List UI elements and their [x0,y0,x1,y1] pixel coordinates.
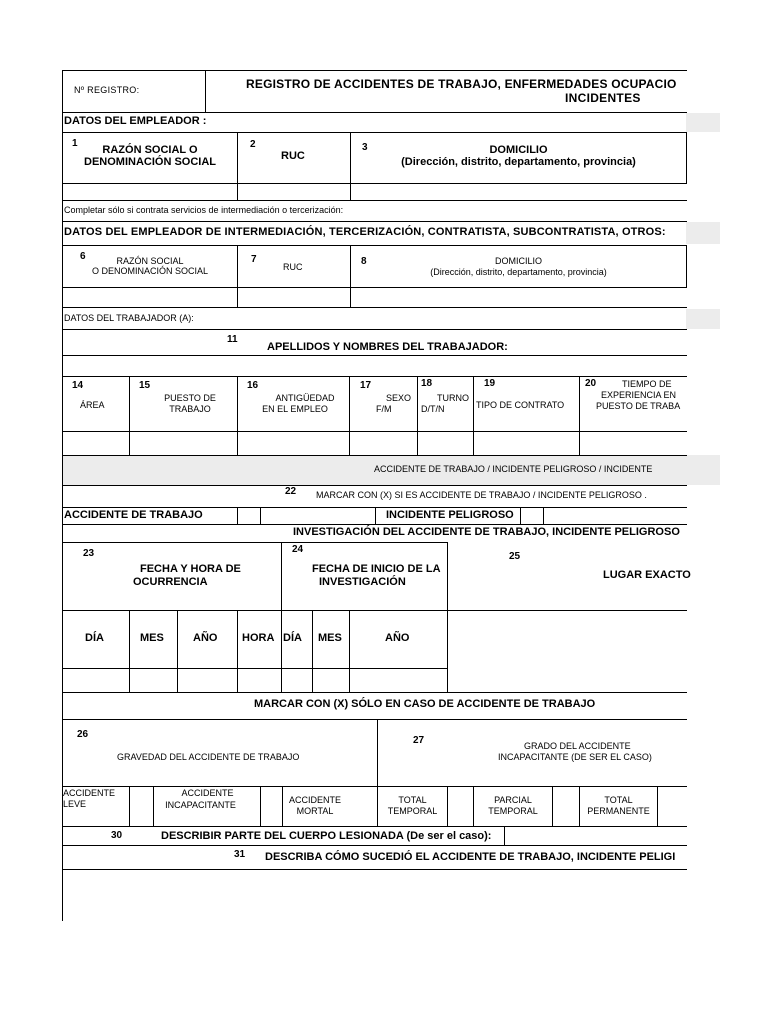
antiguedad-label-2: EN EL EMPLEO [262,404,328,414]
fecha-inicio-label-2: INVESTIGACIÓN [319,576,406,588]
turno-label-2: D/T/N [421,404,445,414]
dia-col-2: DÍA [283,632,302,644]
trabajador-data-row[interactable] [63,432,686,455]
field-number: 26 [77,729,89,740]
lugar-exacto-label: LUGAR EXACTO [603,569,691,581]
total-temporal-checkbox[interactable] [448,787,473,826]
field-number: 15 [139,380,151,391]
razon-social-label-2: O DENOMINACIÓN SOCIAL [91,266,208,276]
total-permanente-label-2: PERMANENTE [587,806,650,816]
accidente-incapacitante-label: ACCIDENTE [181,788,234,798]
grado-label: GRADO DEL ACCIDENTE [524,741,631,751]
incidente-peligroso-checkbox[interactable] [521,508,543,524]
accidente-mortal-label-2: MORTAL [296,806,334,816]
tipo-contrato-label: TIPO DE CONTRATO [476,400,565,410]
fecha-data-row[interactable] [63,669,447,692]
razon-social-label: RAZÓN SOCIAL O [102,144,198,156]
accidente-mortal-label: ACCIDENTE [288,795,341,805]
field-number: 6 [80,251,86,262]
section-band-empleador [686,113,720,132]
mes-col: MES [140,632,164,644]
lugar-exacto-input[interactable] [448,611,686,692]
experiencia-label-3: PUESTO DE TRABA [596,401,681,411]
fecha-inicio-label: FECHA DE INICIO DE LA [312,563,441,575]
field-number: 17 [360,380,372,391]
domicilio-sub: (Dirección, distrito, departamento, provincia) [401,156,636,168]
mes-col-2: MES [318,632,342,644]
accidente-banner: ACCIDENTE DE TRABAJO / INCIDENTE PELIGROSO / INCIDENTE [374,464,653,474]
domicilio-sub: (Dirección, distrito, departamento, provincia) [430,267,607,277]
ruc-label: RUC [281,150,305,162]
puesto-label: PUESTO DE [164,393,216,403]
field-number: 3 [362,142,368,153]
antiguedad-label: ANTIGÜEDAD [275,393,335,403]
anio-col: AÑO [193,632,218,644]
gravedad-label: GRAVEDAD DEL ACCIDENTE DE TRABAJO [117,752,300,762]
field-number: 16 [247,380,259,391]
field-number: 22 [285,486,297,497]
form-title-line1: REGISTRO DE ACCIDENTES DE TRABAJO, ENFERMEDADES OCUPACIO [246,77,677,91]
sexo-label-2: F/M [376,404,392,414]
accidente-leve-label-2: LEVE [63,799,87,809]
area-label: ÁREA [80,400,105,410]
total-temporal-label: TOTAL [398,795,427,805]
section-band-intermediacion [686,222,720,244]
turno-label: TURNO [437,393,469,403]
field-number: 20 [585,378,597,389]
trabajador-nombre-input[interactable] [63,356,686,376]
marcar-tipo-label: MARCAR CON (X) SI ES ACCIDENTE DE TRABAJO / INCIDENTE PELIGROSO . [316,490,647,500]
intermediacion-data-row[interactable] [63,288,686,307]
form-title-line2: INCIDENTES [565,91,641,105]
field-number: 1 [72,138,78,149]
empleador-data-row[interactable] [63,184,686,200]
field-number: 8 [361,256,367,267]
anio-col-2: AÑO [385,632,410,644]
parcial-temporal-label: PARCIAL [494,795,532,805]
field-number: 2 [250,139,256,150]
hora-col: HORA [242,632,275,644]
field-number: 30 [111,830,123,841]
field-number: 18 [421,378,433,389]
dia-col: DÍA [85,632,104,644]
field-number: 14 [72,380,84,391]
field-number: 19 [484,378,496,389]
sexo-label: SEXO [386,393,412,403]
total-permanente-label: TOTAL [604,795,633,805]
field-number: 23 [83,548,95,559]
parte-cuerpo-input[interactable] [505,827,686,845]
section-empleador: DATOS DEL EMPLEADOR : [64,115,207,127]
total-temporal-label-2: TEMPORAL [387,806,438,816]
registro-label: Nº REGISTRO: [74,85,140,95]
razon-social-label: RAZÓN SOCIAL [116,256,184,266]
field-number: 24 [292,544,304,555]
incidente-peligroso-option: INCIDENTE PELIGROSO [386,509,514,521]
accidente-trabajo-option: ACCIDENTE DE TRABAJO [64,509,203,521]
como-sucedio-label: DESCRIBA CÓMO SUCEDIÓ EL ACCIDENTE DE TRABAJO, INCIDENTE PELIGI [265,851,676,863]
total-permanente-checkbox[interactable] [658,787,686,826]
parcial-temporal-checkbox[interactable] [553,787,579,826]
domicilio-label: DOMICILIO [494,256,542,266]
parte-cuerpo-label: DESCRIBIR PARTE DEL CUERPO LESIONADA (De ser el caso): [161,830,492,842]
field-number: 27 [413,735,425,746]
accidente-trabajo-checkbox[interactable] [238,508,260,524]
razon-social-label-2: DENOMINACIÓN SOCIAL [84,156,216,168]
experiencia-label-2: EXPERIENCIA EN [601,390,677,400]
marcar-gravedad-label: MARCAR CON (X) SÓLO EN CASO DE ACCIDENTE DE TRABAJO [254,698,596,710]
parcial-temporal-label-2: TEMPORAL [488,806,538,816]
nombres-label: APELLIDOS Y NOMBRES DEL TRABAJADOR: [267,341,508,353]
intermediacion-note: Completar sólo si contrata servicios de intermediación o tercerización: [64,205,344,215]
accidente-incapacitante-checkbox[interactable] [261,787,282,826]
section-trabajador: DATOS DEL TRABAJADOR (A): [64,313,194,323]
investigacion-title: INVESTIGACIÓN DEL ACCIDENTE DE TRABAJO, INCIDENTE PELIGROSO [293,526,680,538]
como-sucedio-textarea[interactable] [63,870,686,921]
field-number: 11 [227,334,238,345]
field-number: 31 [234,849,246,860]
section-band-trabajador [686,309,720,329]
puesto-label-2: TRABAJO [169,404,211,414]
section-intermediacion: DATOS DEL EMPLEADOR DE INTERMEDIACIÓN, TERCERIZACIÓN, CONTRATISTA, SUBCONTRATISTA, OTROS: [64,226,666,238]
experiencia-label: TIEMPO DE [622,379,672,389]
fecha-ocurrencia-label-2: OCURRENCIA [133,576,208,588]
field-number: 7 [251,254,257,265]
field-number: 25 [509,551,521,562]
grado-label-2: INCAPACITANTE (DE SER EL CASO) [498,752,652,762]
ruc-label: RUC [283,262,303,272]
accidente-leve-label: ACCIDENTE [63,788,116,798]
fecha-ocurrencia-label: FECHA Y HORA DE [140,563,241,575]
domicilio-label: DOMICILIO [489,144,548,156]
accidente-mortal-checkbox[interactable] [350,787,377,826]
accidente-incapacitante-label-2: INCAPACITANTE [165,800,236,810]
